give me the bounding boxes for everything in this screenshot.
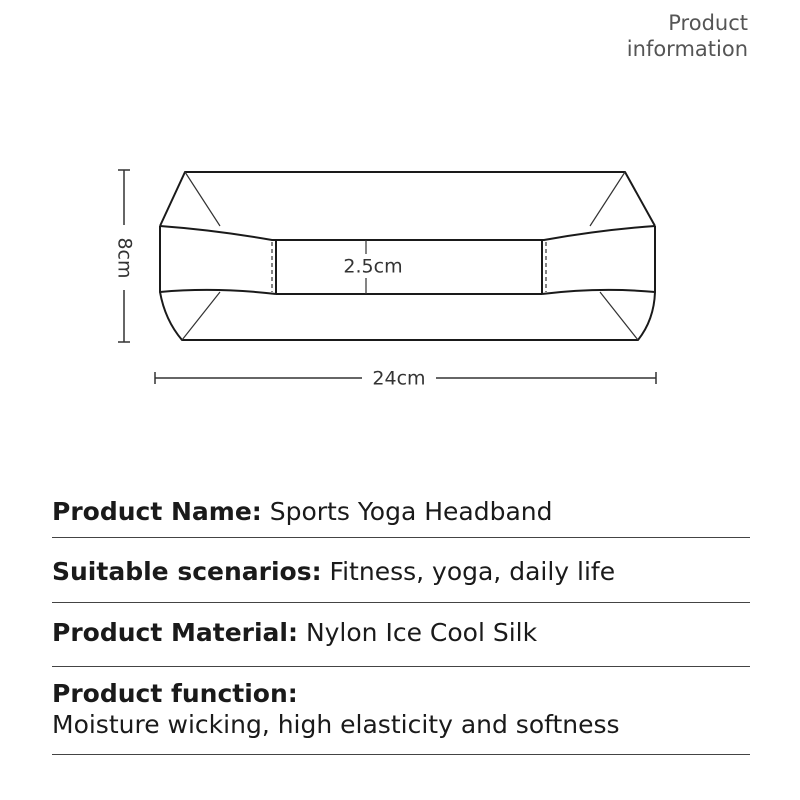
headband-outline <box>160 172 655 340</box>
height-label: 8cm <box>113 237 136 279</box>
divider-2 <box>52 602 750 603</box>
spec-row-scenarios <box>52 557 750 586</box>
section-title-line-2: information <box>626 37 748 61</box>
spec-value-scenarios: Fitness, yoga, daily life <box>329 557 616 586</box>
divider-bottom <box>52 754 750 755</box>
divider-3 <box>52 666 750 667</box>
spec-row-function <box>52 678 750 740</box>
spec-value-product-name: Sports Yoga Headband <box>269 497 553 526</box>
section-title-line-1: Product <box>668 11 748 35</box>
spec-label-scenarios: Suitable scenarios: <box>52 557 322 586</box>
spec-label-product-name: Product Name: <box>52 497 262 526</box>
spec-label-material: Product Material: <box>52 618 298 647</box>
inner-height-label: 2.5cm <box>343 255 403 278</box>
spec-row-material <box>52 618 750 647</box>
width-label: 24cm <box>372 367 426 390</box>
divider-top <box>52 537 750 538</box>
spec-row-product-name <box>52 497 750 526</box>
spec-label-function: Product function: <box>52 679 298 708</box>
spec-value-function: Moisture wicking, high elasticity and softness <box>52 710 620 739</box>
spec-value-material: Nylon Ice Cool Silk <box>305 618 538 647</box>
